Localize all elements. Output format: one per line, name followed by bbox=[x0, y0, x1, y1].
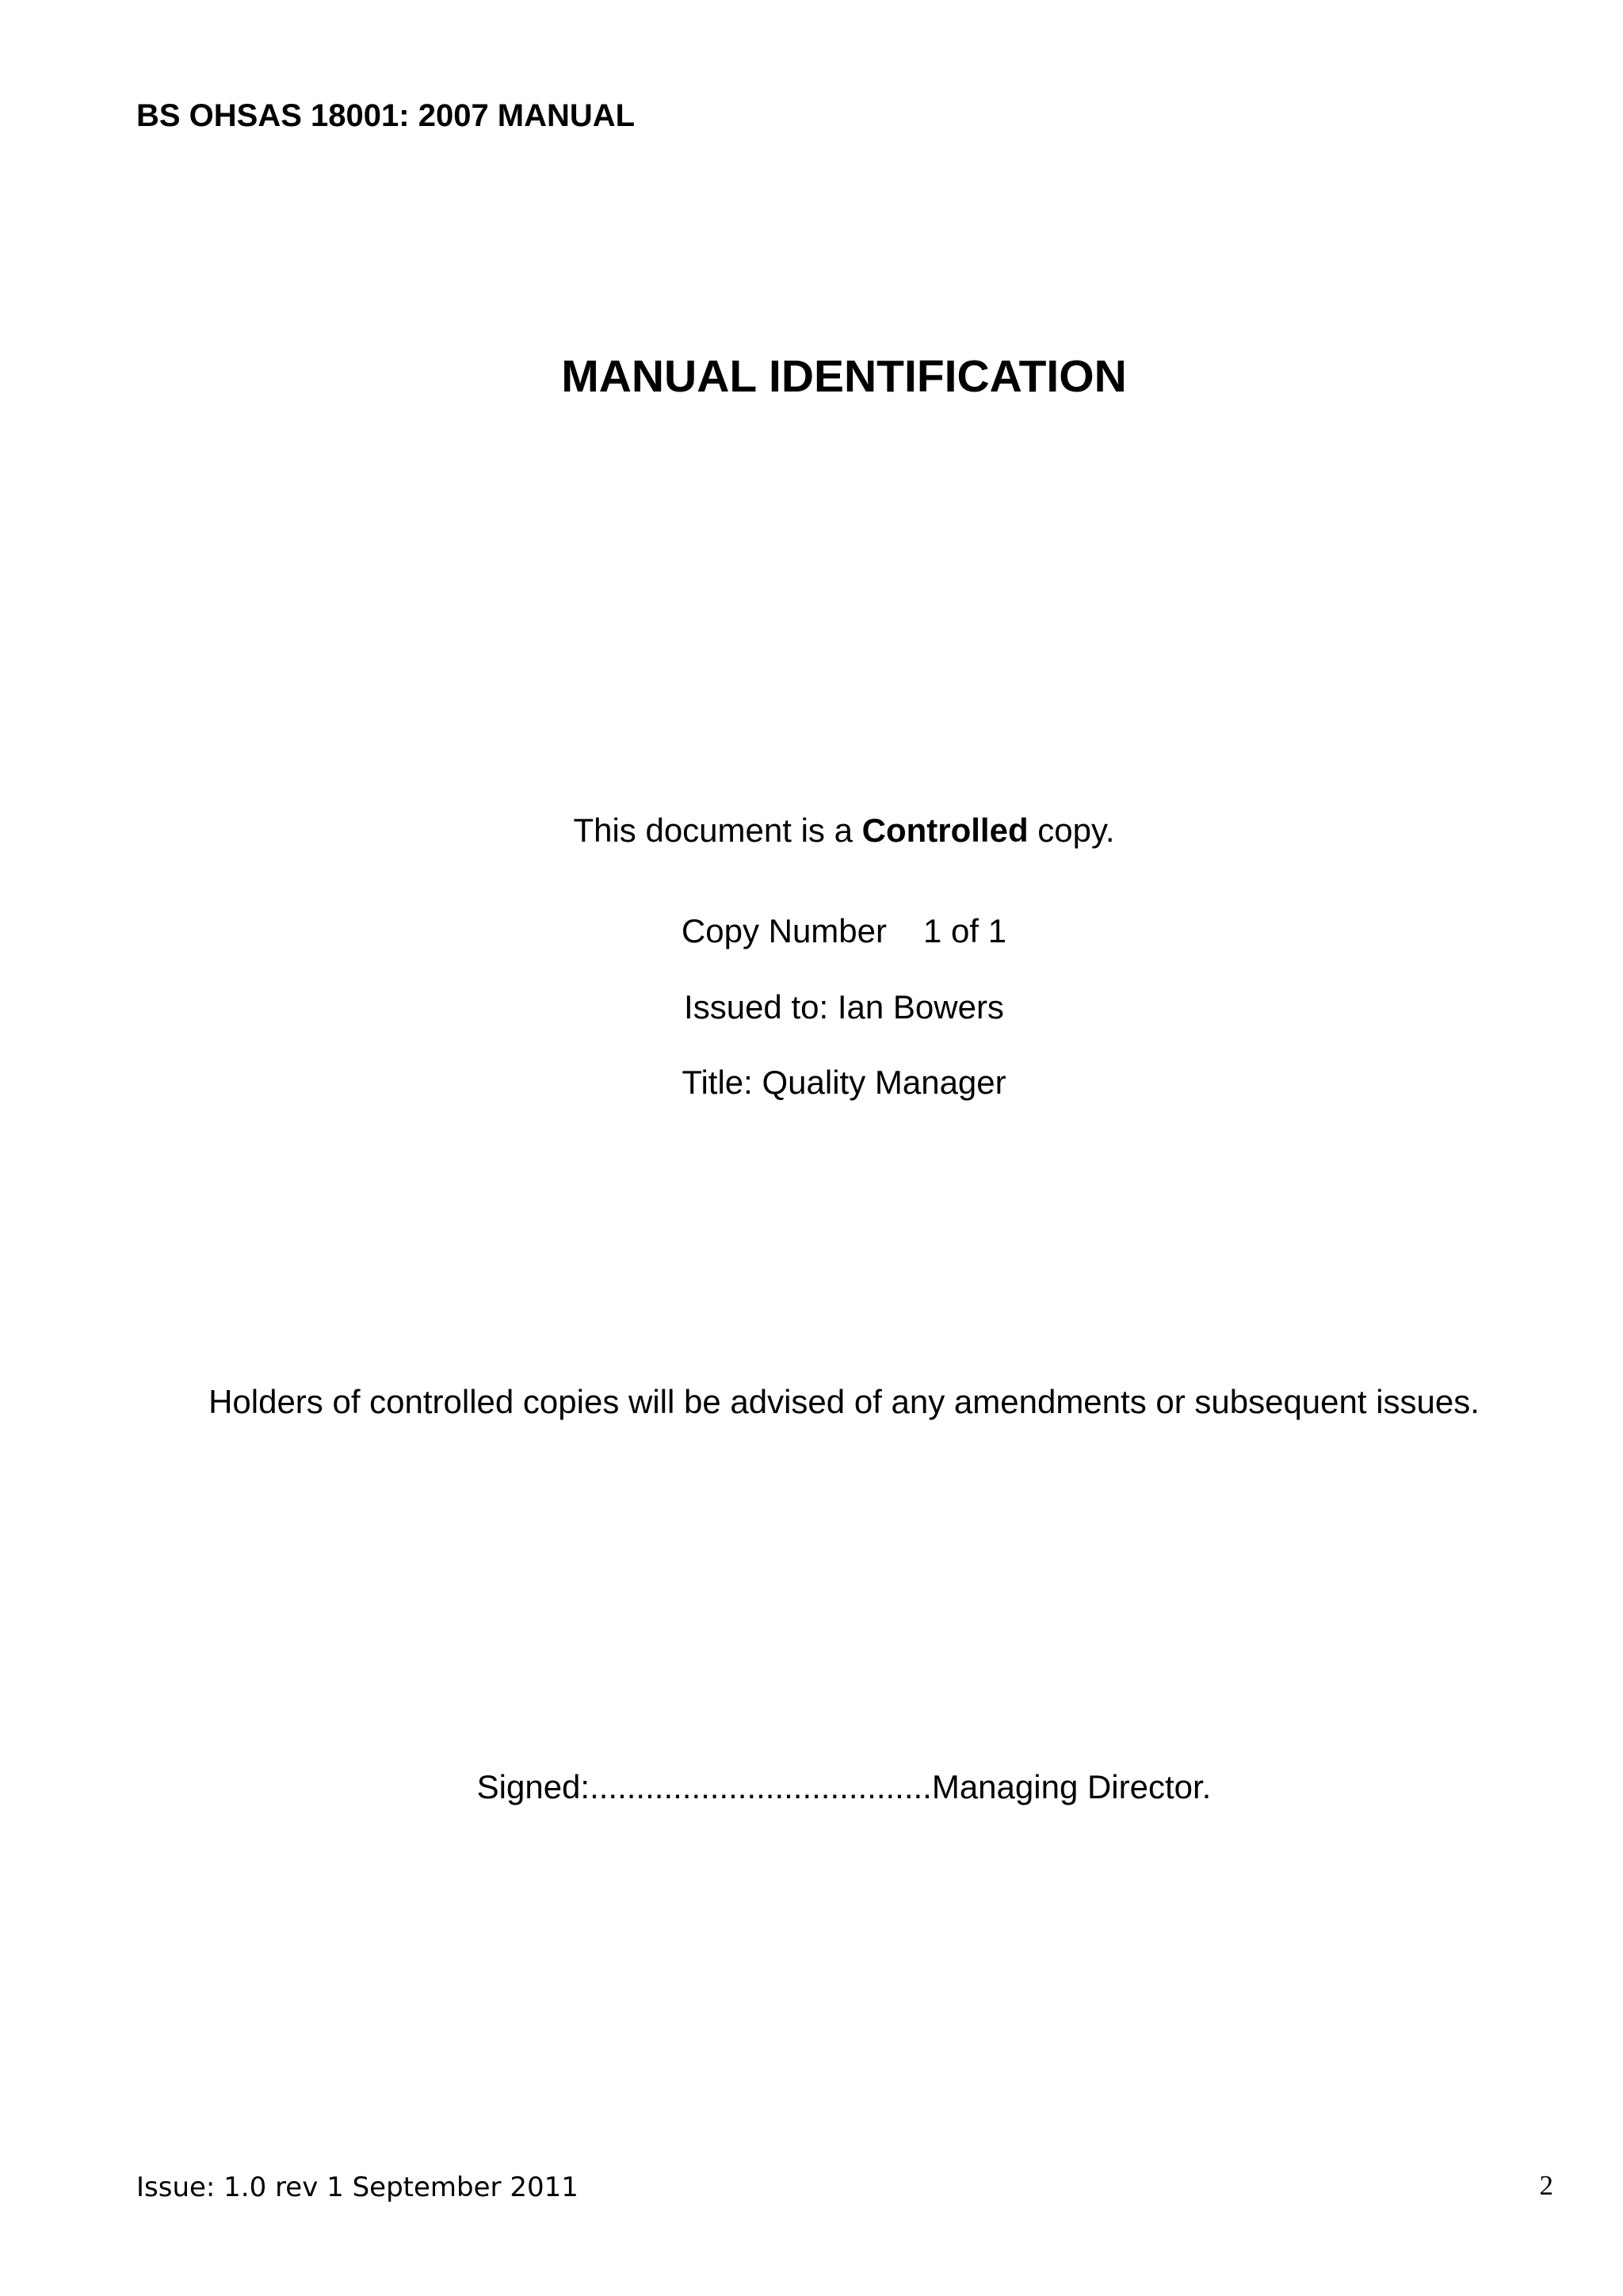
holders-notice: Holders of controlled copies will be advised of any amendments or subsequent issues. bbox=[208, 1383, 1480, 1420]
signature-line: Signed:.....................................Managing Director. bbox=[476, 1768, 1212, 1805]
issued-to-line: Issued to: Ian Bowers bbox=[684, 988, 1004, 1026]
job-title-line: Title: Quality Manager bbox=[682, 1064, 1006, 1101]
copy-number-label: Copy Number bbox=[681, 912, 887, 949]
controlled-suffix: copy. bbox=[1028, 812, 1115, 849]
page-number: 2 bbox=[1539, 2170, 1553, 2201]
controlled-prefix: This document is a bbox=[573, 812, 862, 849]
copy-number-line bbox=[0, 912, 1623, 950]
copy-number-value: 1 of 1 bbox=[923, 912, 1007, 949]
controlled-emphasis: Controlled bbox=[861, 812, 1029, 849]
page-title: MANUAL IDENTIFICATION bbox=[561, 351, 1127, 402]
controlled-copy-statement bbox=[0, 812, 1623, 850]
document-header: BS OHSAS 18001: 2007 MANUAL bbox=[136, 98, 636, 133]
footer-issue: Issue: 1.0 rev 1 September 2011 bbox=[136, 2172, 579, 2203]
